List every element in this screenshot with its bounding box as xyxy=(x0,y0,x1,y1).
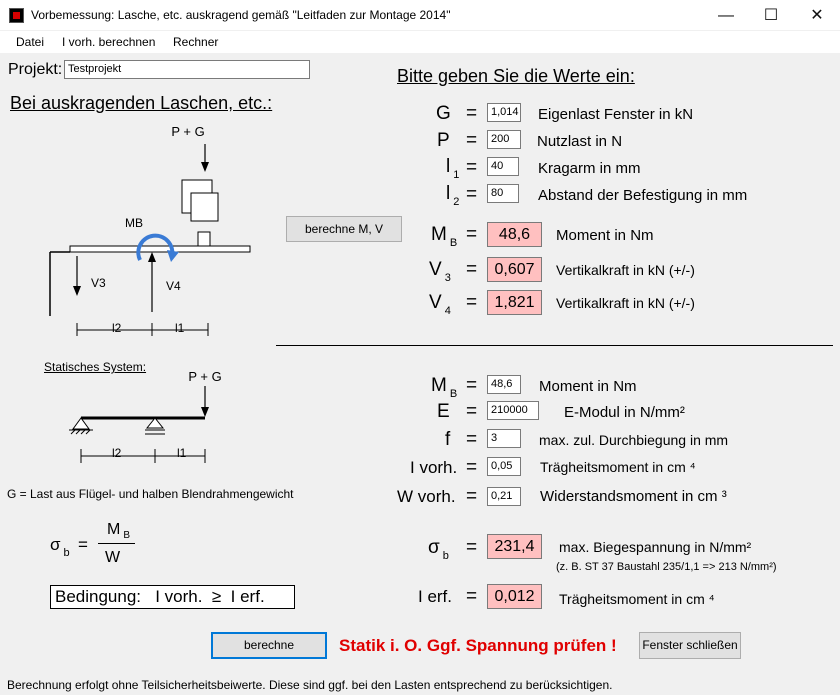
sym-ivorh: I vorh. xyxy=(410,458,458,477)
f-input[interactable]: 3 xyxy=(487,429,521,448)
diagram2-l1-label: l1 xyxy=(177,446,187,460)
sym-sigma-b: σ $_b$ xyxy=(428,537,449,562)
l2-input[interactable]: 80 xyxy=(487,184,519,203)
diagram1-l1-label: l1 xyxy=(175,321,185,335)
ierf-result: 0,012 xyxy=(487,584,542,609)
diagram1-moment-label: MB xyxy=(125,216,143,230)
v4-desc: Vertikalkraft in kN (+/-) xyxy=(556,295,695,311)
menu-datei[interactable]: Datei xyxy=(16,35,45,49)
formula-numerator: M $_B$ xyxy=(107,521,130,541)
maximize-button[interactable]: ☐ xyxy=(763,7,779,24)
sym-f: f xyxy=(445,429,451,450)
sym-v3: V $_3$ xyxy=(429,259,451,284)
sigma-note: (z. B. ST 37 Baustahl 235/1,1 => 213 N/mm²) xyxy=(556,561,777,573)
sigma-desc: max. Biegespannung in N/mm² xyxy=(559,539,752,555)
eq-f: = xyxy=(466,429,478,450)
gewicht-note: G = Last aus Flügel- und halben Blendrahmengewicht xyxy=(7,487,294,501)
condition-box: Bedingung: I vorh. ≥ I erf. xyxy=(50,585,295,609)
eq-l1: = xyxy=(466,157,478,178)
eq-wvorh: = xyxy=(466,486,478,507)
p-input[interactable]: 200 xyxy=(487,130,521,149)
g-desc: Eigenlast Fenster in kN xyxy=(538,106,694,123)
left-heading: Bei auskragenden Laschen, etc.: xyxy=(10,93,273,113)
v3-desc: Vertikalkraft in kN (+/-) xyxy=(556,262,695,278)
static-system-title: Statisches System: xyxy=(44,360,147,374)
mb2-input[interactable]: 48,6 xyxy=(487,375,521,394)
ierf-desc: Trägheitsmoment in cm ⁴ xyxy=(559,591,715,607)
sym-e: E xyxy=(437,401,450,422)
mb-desc: Moment in Nm xyxy=(556,227,654,244)
sym-v4: V $_4$ xyxy=(429,292,451,317)
eq-e: = xyxy=(466,401,478,422)
v3-result: 0,607 xyxy=(487,257,542,282)
ivorh-input[interactable]: 0,05 xyxy=(487,457,521,476)
e-desc: E-Modul in N/mm² xyxy=(564,404,685,421)
p-desc: Nutzlast in N xyxy=(537,133,623,150)
eq-mb2: = xyxy=(466,375,478,396)
diagram1-l2-label: l2 xyxy=(112,321,122,335)
fraction-line xyxy=(98,543,135,544)
sym-l1: l $_1$ xyxy=(446,156,460,181)
diagram1-v4-label: V4 xyxy=(166,279,181,293)
mb2-desc: Moment in Nm xyxy=(539,378,637,395)
berechne-button[interactable]: berechne xyxy=(211,632,327,659)
sym-mb2: M $_B$ xyxy=(431,375,458,400)
footer-note: Berechnung erfolgt ohne Teilsicherheitsbeiwerte. Diese sind ggf. bei den Lasten entsprechend zu berücksichtigen. xyxy=(7,678,613,692)
sym-l2: l $_2$ xyxy=(446,183,460,208)
formula-sigma: σ $_b$ xyxy=(50,535,70,559)
e-input[interactable]: 210000 xyxy=(487,401,539,420)
l2-desc: Abstand der Befestigung in mm xyxy=(538,187,748,204)
ivorh-desc: Trägheitsmoment in cm ⁴ xyxy=(540,459,696,475)
diagram2-load-label: P + G xyxy=(188,369,222,384)
sym-ierf: I erf. xyxy=(418,587,453,606)
menu-i-vorh-berechnen[interactable]: I vorh. berechnen xyxy=(62,35,156,49)
mb-result: 48,6 xyxy=(487,222,542,247)
wvorh-desc: Widerstandsmoment in cm ³ xyxy=(540,488,727,505)
formula-equals: = xyxy=(78,535,88,554)
formula-denominator: W xyxy=(105,549,121,566)
sigma-result: 231,4 xyxy=(487,534,542,559)
l1-input[interactable]: 40 xyxy=(487,157,519,176)
input-title: Bitte geben Sie die Werte ein: xyxy=(397,66,635,86)
v4-result: 1,821 xyxy=(487,290,542,315)
status-text: Statik i. O. Ggf. Spannung prüfen ! xyxy=(339,636,617,655)
eq-ierf: = xyxy=(466,586,478,607)
projekt-input[interactable]: Testprojekt xyxy=(64,60,310,79)
eq-l2: = xyxy=(466,184,478,205)
cantilever-diagram xyxy=(40,120,280,345)
fenster-schliessen-button[interactable]: Fenster schließen xyxy=(639,632,741,659)
l1-desc: Kragarm in mm xyxy=(538,160,641,177)
berechne-mv-button[interactable]: berechne M, V xyxy=(286,216,402,242)
sym-p: P xyxy=(437,130,450,151)
sym-g: G xyxy=(436,103,451,124)
section-divider xyxy=(276,345,833,346)
app-icon xyxy=(9,8,24,23)
eq-sigma: = xyxy=(466,537,478,558)
eq-v4: = xyxy=(466,292,478,313)
window-title: Vorbemessung: Lasche, etc. auskragend gemäß "Leitfaden zur Montage 2014" xyxy=(31,8,451,22)
projekt-label: Projekt: xyxy=(8,61,63,78)
minimize-button[interactable]: — xyxy=(718,7,734,24)
eq-g: = xyxy=(466,103,478,124)
diagram1-v3-label: V3 xyxy=(91,276,106,290)
diagram1-load-label: P + G xyxy=(171,124,205,139)
sym-wvorh: W vorh. xyxy=(397,487,456,506)
eq-v3: = xyxy=(466,259,478,280)
eq-mb: = xyxy=(466,224,478,245)
close-window-button[interactable]: ✕ xyxy=(810,7,824,24)
wvorh-input[interactable]: 0,21 xyxy=(487,487,521,506)
eq-ivorh: = xyxy=(466,457,478,478)
sym-mb: M $_B$ xyxy=(431,224,458,249)
eq-p: = xyxy=(466,130,478,151)
diagram2-l2-label: l2 xyxy=(112,446,122,460)
g-input[interactable]: 1,014 xyxy=(487,103,521,122)
f-desc: max. zul. Durchbiegung in mm xyxy=(539,432,729,448)
menu-rechner[interactable]: Rechner xyxy=(173,35,219,49)
static-system-diagram xyxy=(60,368,260,468)
